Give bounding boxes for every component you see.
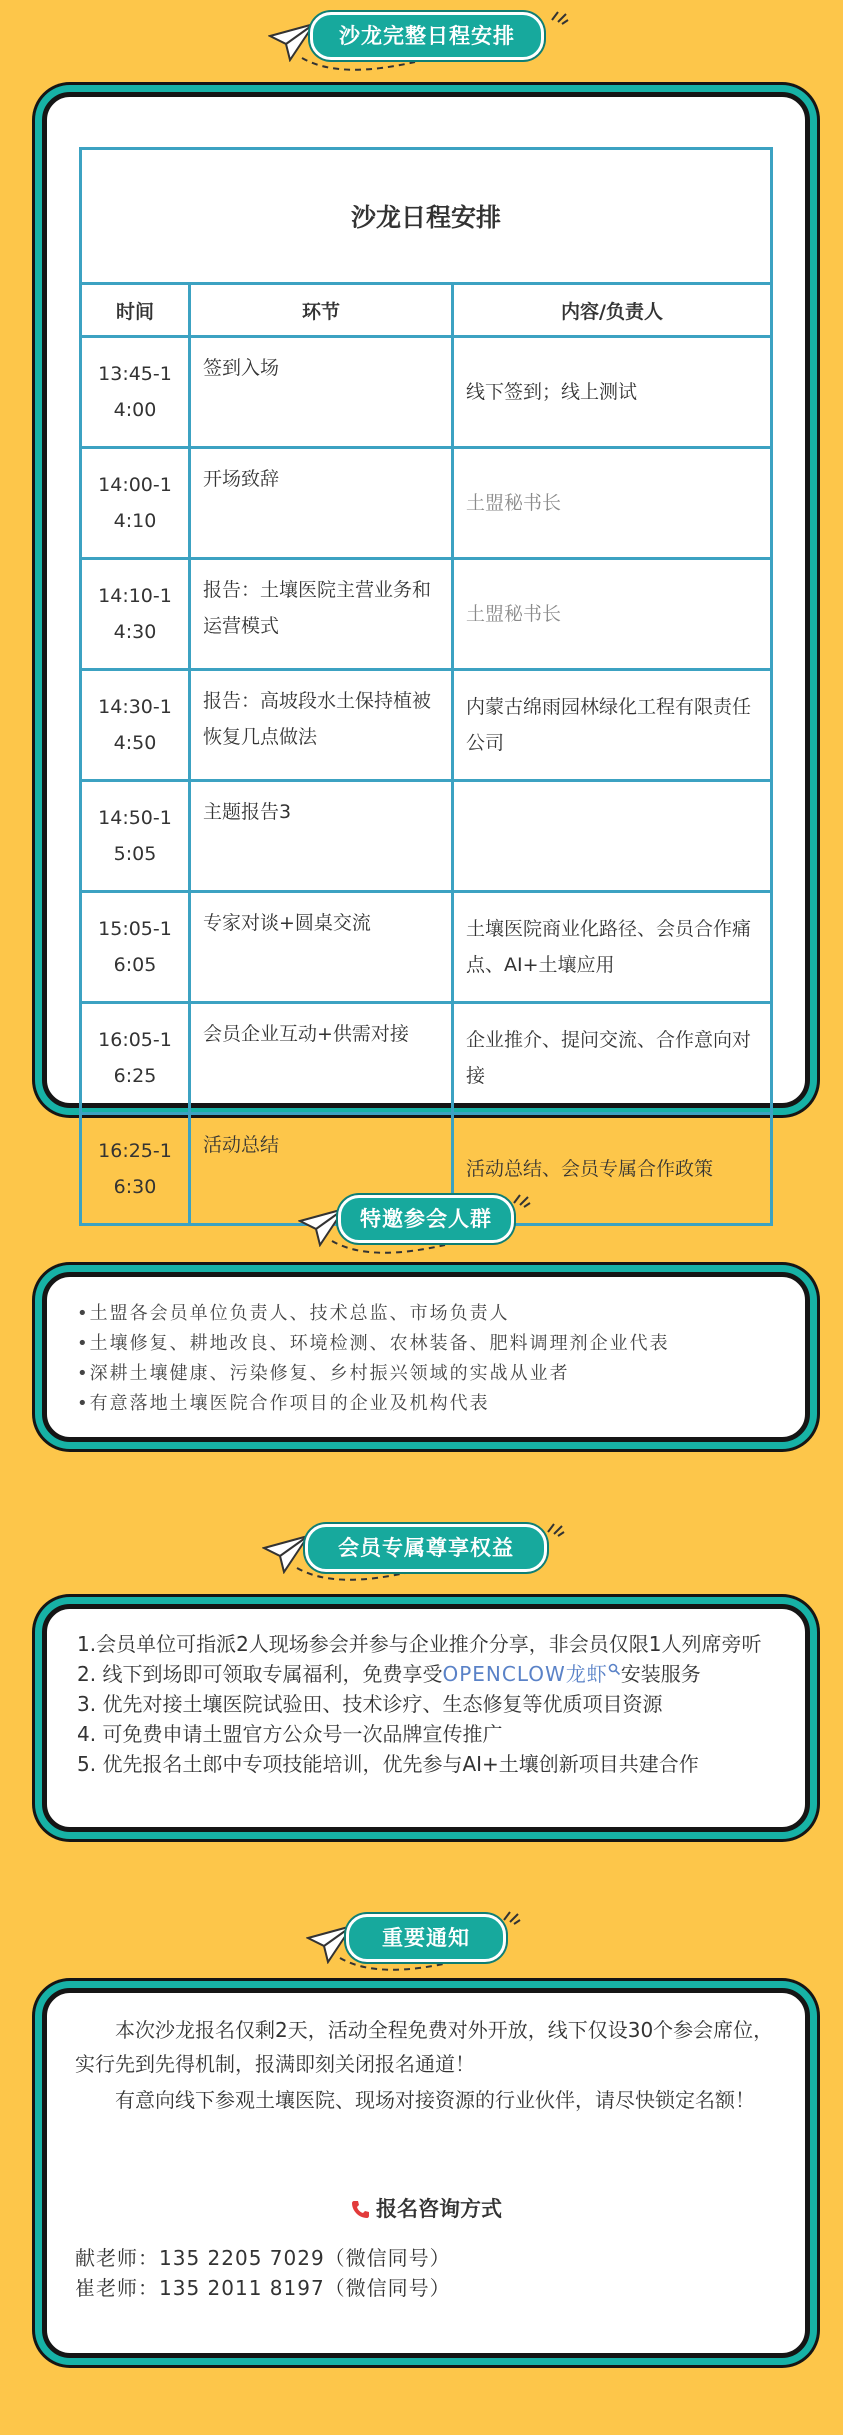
segment-cell: 专家对谈+圆桌交流 [190, 892, 453, 1003]
table-row [81, 781, 772, 892]
brand-name: OPENCLOW龙虾 [442, 1662, 608, 1686]
content-cell: 土盟秘书长 [453, 559, 772, 670]
column-header-time: 时间 [81, 284, 190, 337]
benefits-card [42, 1604, 810, 1832]
schedule-table-title: 沙龙日程安排 [81, 149, 772, 284]
list-item: •土盟各会员单位负责人、技术总监、市场负责人 [77, 1303, 510, 1324]
content-cell: 土盟秘书长 [453, 448, 772, 559]
contact-list [75, 2243, 451, 2303]
segment-cell: 开场致辞 [190, 448, 453, 559]
segment-cell: 报告：土壤医院主营业务和运营模式 [190, 559, 453, 670]
attendees-section-header [0, 1185, 843, 1255]
sparkle-lines-icon [548, 2, 572, 26]
content-cell: 内蒙古绵雨园林绿化工程有限责任公司 [453, 670, 772, 781]
time-cell: 14:50-1 5:05 [81, 781, 190, 892]
column-header-content: 内容/负责人 [453, 284, 772, 337]
attendees-card [42, 1272, 810, 1442]
notice-section-title: 重要通知 [346, 1914, 506, 1962]
list-item: •土壤修复、耕地改良、环境检测、农林装备、肥料调理剂企业代表 [77, 1333, 670, 1354]
table-row [81, 670, 772, 781]
table-row [81, 559, 772, 670]
time-cell: 14:10-1 4:30 [81, 559, 190, 670]
notice-paragraph: 有意向线下参观土壤医院、现场对接资源的行业伙伴，请尽快锁定名额！ [115, 2088, 755, 2112]
table-row [81, 448, 772, 559]
notice-body [75, 2013, 777, 2117]
list-item: 3. 优先对接土壤医院试验田、技术诊疗、生态修复等优质项目资源 [77, 1692, 663, 1716]
content-cell: 活动总结、会员专属合作政策 [453, 1114, 772, 1225]
list-item: •有意落地土壤医院合作项目的企业及机构代表 [77, 1393, 490, 1414]
segment-cell: 会员企业互动+供需对接 [190, 1003, 453, 1114]
schedule-section-title: 沙龙完整日程安排 [310, 12, 544, 60]
time-cell: 14:30-1 4:50 [81, 670, 190, 781]
sparkle-lines-icon [544, 1514, 568, 1538]
time-cell: 16:05-1 6:25 [81, 1003, 190, 1114]
content-cell: 土壤医院商业化路径、会员合作痛点、AI+土壤应用 [453, 892, 772, 1003]
content-cell: 企业推介、提问交流、合作意向对接 [453, 1003, 772, 1114]
list-item: 5. 优先报名土郎中专项技能培训，优先参与AI+土壤创新项目共建合作 [77, 1752, 699, 1776]
search-icon [608, 1663, 621, 1676]
attendees-section-title: 特邀参会人群 [338, 1195, 514, 1243]
sparkle-lines-icon [510, 1185, 534, 1209]
time-cell: 15:05-1 6:05 [81, 892, 190, 1003]
list-item: 2. 线下到场即可领取专属福利，免费享受OPENCLOW龙虾 安装服务 [77, 1662, 701, 1686]
segment-cell: 主题报告3 [190, 781, 453, 892]
notice-section-header [0, 1900, 843, 1970]
contact-title: 报名咨询方式 [47, 2193, 805, 2223]
contact-item: 献老师：135 2205 7029（微信同号） [75, 2246, 451, 2270]
benefits-section-header [0, 1512, 843, 1582]
list-item: 4. 可免费申请土盟官方公众号一次品牌宣传推广 [77, 1722, 503, 1746]
table-row [81, 337, 772, 448]
schedule-section-header [0, 0, 843, 70]
contact-item: 崔老师：135 2011 8197（微信同号） [75, 2276, 451, 2300]
list-item: •深耕土壤健康、污染修复、乡村振兴领域的实战从业者 [77, 1363, 570, 1384]
segment-cell: 活动总结 [190, 1114, 453, 1225]
phone-icon [350, 2199, 370, 2219]
table-row [81, 1003, 772, 1114]
time-cell: 14:00-1 4:10 [81, 448, 190, 559]
attendees-list [77, 1299, 670, 1419]
column-header-segment: 环节 [190, 284, 453, 337]
list-item: 1.会员单位可指派2人现场参会并参与企业推介分享，非会员仅限1人列席旁听 [77, 1632, 762, 1656]
time-cell: 16:25-1 6:30 [81, 1114, 190, 1225]
content-cell: 线下签到；线上测试 [453, 337, 772, 448]
segment-cell: 签到入场 [190, 337, 453, 448]
schedule-table [79, 147, 773, 1226]
table-row [81, 892, 772, 1003]
sparkle-lines-icon [500, 1902, 524, 1926]
segment-cell: 报告：高坡段水土保持植被恢复几点做法 [190, 670, 453, 781]
benefits-section-title: 会员专属尊享权益 [305, 1524, 547, 1572]
notice-card [42, 1988, 810, 2358]
notice-paragraph: 本次沙龙报名仅剩2天，活动全程免费对外开放，线下仅设30个参会席位，实行先到先得机制，报满即刻关闭报名通道！ [75, 2018, 774, 2076]
content-cell [453, 781, 772, 892]
benefits-list [77, 1629, 781, 1779]
schedule-card [42, 92, 810, 1198]
time-cell: 13:45-1 4:00 [81, 337, 190, 448]
